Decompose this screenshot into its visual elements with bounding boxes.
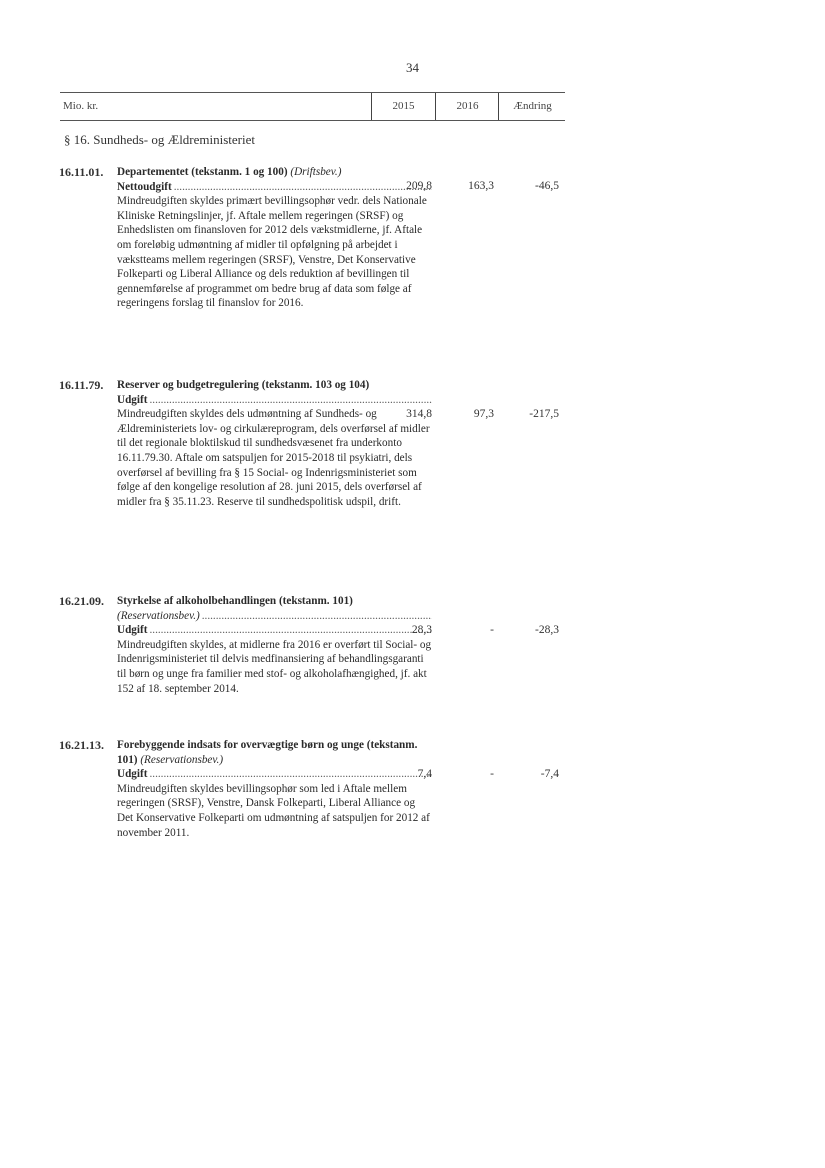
entry-body bbox=[117, 738, 432, 840]
entry-title bbox=[117, 738, 432, 767]
dot-leader bbox=[202, 609, 432, 624]
entry-title bbox=[117, 378, 432, 393]
entry-title bbox=[117, 594, 432, 609]
entry-title-text: Forebyggende indsats for overvægtige børn og unge (tekstanm. 101) bbox=[117, 739, 418, 766]
value-2016: 163,3 bbox=[468, 180, 494, 192]
value-2015: 7,4 bbox=[417, 768, 432, 780]
entry-title-text: Styrkelse af alkoholbehandlingen (tekstanm. 101) bbox=[117, 595, 353, 607]
entry-title-text: Departementet (tekstanm. 1 og 100) bbox=[117, 166, 288, 178]
value-change: -217,5 bbox=[529, 408, 559, 420]
value-change: -7,4 bbox=[540, 768, 559, 780]
entry-title-suffix: (Reservationsbev.) bbox=[117, 609, 200, 622]
entry-description: Mindreudgiften skyldes primært bevillingsophør vedr. dels Nationale Kliniske Retningslinjer, jf. Aftale mellem regeringen (SRSF) og Enhedslisten om finansloven for 2012 dels vækstmidlerne, jf. Aftale om foreløbig udmøntning af midler til opfølgning på arbejdet i vækstteams mellem regeringen (SRSF), Venstre, Det Konservative Folkeparti og Liberal Alliance og dels reduktion af bevillingen til gennemførelse af programmet om bedre brug af data som følge af regeringens forslag til finanslov for 2016. bbox=[117, 195, 427, 310]
entry-description: Mindreudgiften skyldes, at midlerne fra 2016 er overført til Social- og Indenrigsministeriet til delvis medfinansiering af behandlingsgaranti til børn og unge fra familier med stof- og alkoholafhængighed, jf. akt 152 af 18. september 2014. bbox=[117, 638, 432, 695]
entry-label: Udgift bbox=[117, 393, 148, 406]
entry-label-line bbox=[117, 393, 432, 408]
column-header-change: Ændring bbox=[498, 93, 566, 120]
entry-body bbox=[117, 594, 432, 696]
value-2016: - bbox=[490, 768, 494, 780]
value-2015: 314,8 bbox=[406, 408, 432, 420]
entry-title-text: Reserver og budgetregulering (tekstanm. 103 og 104) bbox=[117, 379, 370, 391]
entry-code: 16.11.79. bbox=[59, 378, 104, 392]
entry-description: Mindreudgiften skyldes bevillingsophør som led i Aftale mellem regeringen (SRSF), Venstre, Dansk Folkeparti, Liberal Alliance og Det Konservative Folkeparti om udmøntning af satspuljen for 2012 af november 2011. bbox=[117, 782, 430, 839]
entry-body bbox=[117, 378, 432, 509]
entry-label: Nettoudgift bbox=[117, 180, 172, 193]
entry-code: 16.21.09. bbox=[59, 594, 104, 608]
page-number: 34 bbox=[406, 60, 419, 75]
entry-title bbox=[117, 165, 432, 180]
entry-description: Mindreudgiften skyldes dels udmøntning af Sundheds- og Ældreministeriets lov- og cirkulæreprogram, dels overførsel af midler til det regionale bloktilskud til sundhedsvæsenet fra underkonto 16.11.79.30. Aftale om satspuljen for 2015-2018 til psykiatri, dels overførsel af bevilling fra § 15 Social- og Indenrigsministeriet som følge af den kongelige resolution af 28. juni 2015, dels overførsel af midler fra § 35.11.23. Reserve til sundhedspolitisk udspil, drift. bbox=[117, 408, 430, 508]
entry-label: Udgift bbox=[117, 768, 148, 781]
table-header bbox=[60, 92, 565, 121]
column-header-2016: 2016 bbox=[435, 93, 499, 120]
value-2016: - bbox=[490, 624, 494, 636]
ministry-heading: § 16. Sundheds- og Ældreministeriet bbox=[64, 132, 256, 147]
value-change: -28,3 bbox=[535, 624, 559, 636]
entry-code: 16.21.13. bbox=[59, 738, 104, 752]
entry-code: 16.11.01. bbox=[59, 165, 104, 179]
value-2016: 97,3 bbox=[473, 408, 494, 420]
value-2015: 209,8 bbox=[406, 180, 432, 192]
entry-suffix-line bbox=[117, 609, 432, 624]
value-2015: 28,3 bbox=[411, 624, 432, 636]
entry-label: Udgift bbox=[117, 624, 148, 637]
dot-leader bbox=[149, 393, 432, 408]
value-change: -46,5 bbox=[535, 180, 559, 192]
column-header-2015: 2015 bbox=[371, 93, 435, 120]
unit-label: Mio. kr. bbox=[63, 100, 99, 112]
entry-title-suffix: (Reservationsbev.) bbox=[140, 753, 224, 766]
entry-title-suffix: (Driftsbev.) bbox=[290, 166, 342, 178]
